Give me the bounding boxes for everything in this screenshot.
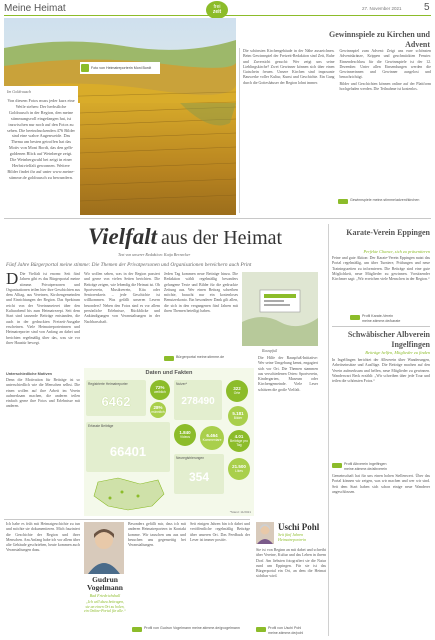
profile-icon <box>132 627 142 632</box>
drop-cap: D <box>6 269 19 288</box>
gudrun-role: Bad Friedrichshall <box>89 593 121 598</box>
albverein-text: In Ingelfingen berichtet der Albverein über Wanderungen, Arbeitseinsätze und Ausflüge. Die Beiträge machen auf den Verein aufmerksam und helfen, neue Mitglieder zu gewinnen. Wanderwart Beck erzählt: „Wir schreiben über jede Tour und teilen die schönsten Fotos.“ <box>332 358 430 384</box>
gudrun-name: Gudrun Vogelmann <box>87 575 123 592</box>
profile-icon <box>164 356 174 361</box>
gewinnspiele-title: Gewinnspiele zu Kirchen und Advent <box>329 30 430 49</box>
circle-maennlich: 28% männlich <box>150 402 166 418</box>
albverein-subtitle: Beiträge helfen, Mitglieder zu finden <box>365 350 430 355</box>
gewinnspiele-profil-link[interactable]: Gewinnspiele meine.stimme/advent/kirchen <box>338 198 430 204</box>
circle-kommentare: 6.464 Kommentare <box>200 426 224 450</box>
rauspfuss-caption: Rauspfuß <box>262 348 278 353</box>
circle-weiblich: 72% weiblich <box>150 380 170 400</box>
circle-bilder: 5.181 Bilder <box>228 406 248 426</box>
card-neuregistrierungen: Neuregistrierungen 354 <box>174 454 224 494</box>
rauspfuss-text: Die Hilfe der Rauspfuß-Initiative: Wer seine Umgebung kennt, engagiert sich vor Ort. Die Themen stammen aus verschiedenen Orten: Sportverein, Kindergarten, Museum oder Kirchengemeinde. Viele Leser schätzen die große Vielfalt. <box>258 356 318 392</box>
card-beitraege: Erfasste Beiträge 66401 <box>86 422 170 472</box>
motiven-heading: Unterschiedliche Motiven <box>6 372 52 376</box>
motiven-text: Denn die Motivation für Beiträge ist so unterschiedlich wie die Menschen selbst. Die einen wollen auf ihre Arbeit im Verein aufmerksam machen, die anderen teilen einfach gerne ihre Fotos und Erlebnisse mit anderen. <box>6 378 80 409</box>
vielfalt-col1: D Die Vielfalt ist enorm: Seit fünf Jahren gibt es das Bürgerportal meine stimme. Privatpersonen und Organisationen teilen hier ihre Geschichten aus dem Alltag, aus Vereinen, Kirchengemeinden und Einrichtungen der Region. Das Spektrum reicht von der Vereinsmeierei über den Kulturabend bis zum Heimatrezept. Seit dem Start sind tausende Beiträge entstanden, die auch in der gedruckten Freizeit-Ausgabe erscheinen. Viele Heimatreporterinnen und Heimatreporter sind von Anfang an dabei und berichten regelmäßig über das, was sie vor ihrer Haustür bewegt. <box>6 269 80 345</box>
uschi-portrait <box>256 522 274 544</box>
logo-bottom-text: zeit <box>212 9 222 15</box>
freizeit-logo <box>206 1 228 19</box>
goldrausch-photo-lower <box>80 103 236 215</box>
albverein-text2: Gemeinschaft hat für uns einen hohen Stellenwert. Über das Portal können wir zeigen, was wir machen und wer wir sind. Seit dem Start haben sich schon einige neue Wanderer angeschlossen. <box>332 474 430 494</box>
profile-icon <box>256 627 266 632</box>
vielfalt-col2: Wir wollen sehen, was in der Region passiert und gerne von vielen Seiten berichten. Die Beiträge zeigen, wie lebendig die Heimat ist. Ob Sportverein, Musikverein, Kita oder Seniorenkreis – jede Geschichte ist willkommen. Was gefällt unseren Lesern besonders? Neben den Fotos sind es vor allem persönliche Erlebnisse, Rückblicke und Ankündigungen von Veranstaltungen in der Nachbarschaft. <box>84 272 160 324</box>
card-nutzer: Nutzer* 278490 <box>174 380 222 420</box>
profile-icon <box>332 463 342 468</box>
heimatreporter-image <box>242 272 318 346</box>
karate-title: Karate-Verein Eppingen <box>346 228 430 237</box>
circle-beitraege-pro-tag: 4.01 Beiträge pro Tag <box>228 430 250 452</box>
infographic-footnote: *Stand: 11/2021 <box>229 510 251 514</box>
gewinnspiele-text: Die schönsten Kirchengebäude in der Nähe auszeichnen. Beim Gewinnspiel der Freizeit-Redaktion sind Zeit, Ruhe und Zuversicht gesucht: Wer zeigt uns seine Lieblingskirche? Zwei Gewinner können sich über einen Gutschein freuen. Unsere Kirchen sind imposante Bauwerke voller Kultur, Kunst und Geschichte. Ein Gang durch die Gotteshäuser der Region lohnt immer. Gewinnspiel zum Advent: Zeigt uns eure schönsten Adventskränze, Krippen und geschmückten Fenster. Einsendeschluss für die Gewinnspiele ist der 12. Dezember. Unter allen Einsendungen werden die Gewinnerinnen und Gewinner ausgelost und benachrichtigt. Bilder und Geschichten können online auf der Plattform hochgeladen werden. Die Teilnahme ist kostenlos. <box>243 49 431 92</box>
gudrun-portrait <box>84 522 124 574</box>
infographic <box>84 368 254 516</box>
photo-caption: Foto von Heimatreporterin Moni Bordt <box>80 62 160 74</box>
karate-text: Feine und gute Aktion: Der Karate-Verein Eppingen nutzt das Portal regelmäßig, um über Turniere, Prüfungen und neue Trainingszeiten zu informieren. Die Beiträge sind eine gute Möglichkeit, neue Mitglieder zu gewinnen. Vorsitzender Kirchmer sagt: „Wir erreichen viele Menschen in der Region.“ <box>332 256 430 282</box>
bottom-col2: Besonders gefällt mir, dass ich mit anderen Heimatreportern in Kontakt komme. Wir tauschen uns aus und besuchen uns gegenseitig bei Veranstaltungen. <box>128 522 186 548</box>
map-graphic <box>88 476 168 512</box>
uschi-profil-link[interactable]: Profil von Uschi Pohl meine.stimme.de/pohl <box>256 626 326 635</box>
goldrausch-text: Von diesem Fotos muss jeder kurz eine Weile stehen: Der herbstliche Goldrausch in der Region, den meine stimmungsvoll eingefangen hat, ist inzwischen nur noch auf den Fotos zu sehen. Die beeindruckenden 476 Bilder sind eine wahre Augenweide. Das Thema am besten getroffen hat das Motiv von Moni Bordt, das den gelb-goldenen Blick auf Weinberge zeigt. Die Weinbergwahl bei zeigt in einer Herbstvielfalt gewonnen. Weitere Bilder findet ihr auf unter www.meine-stimme.de goldrausch zu bewundern. <box>7 98 75 180</box>
logo-top-text: frei <box>213 3 221 10</box>
bottom-col3: Seit einigen Jahren bin ich dabei und veröffentliche regelmäßig Beiträge über unseren Ort. Das Feedback der Leser ist immer positiv. <box>190 522 250 542</box>
circle-likes: 21.500 Likes <box>228 458 250 480</box>
uschi-name: Uschi Pohl <box>278 522 320 532</box>
goldrausch-text-box <box>4 86 78 214</box>
albverein-profil-link[interactable]: Profil Albverein Ingelfingen meine.stimme.de/albverein <box>332 462 430 471</box>
goldrausch-kicker: Im Goldrausch <box>7 89 32 94</box>
uschi-text: Sie ist von Beginn an mit dabei und schreibt über Vereine, Kultur und das Leben in ihrem Dorf. Am liebsten fotografiert sie die Natur rund um Eppingen. Für sie ist das Bürgerportal ein Ort, an dem die Heimat sichtbar wird. <box>256 548 326 579</box>
vielfalt-headline: Vielfalt aus der Heimat <box>88 224 283 249</box>
profile-icon <box>350 315 360 320</box>
vielfalt-dek: Fünf Jahre Bürgerportal meine stimme: Die Themen der Privatpersonen und Organisationen bereichern auch Print <box>6 262 252 268</box>
infographic-title: Daten und Fakten <box>145 370 193 376</box>
gudrun-profil-link[interactable]: Profil von Gudrun Vogelmann meine.stimme.de/gvogelmann <box>132 626 250 632</box>
vielfalt-profil-link[interactable]: Bürgerportal meine.stimme.de <box>164 355 238 361</box>
bottom-col1: Ich habe es früh mit Heimatgeschichte zu tun und möchte sie dokumentieren. Mich fasziniert die Geschichte der Region und ihrer Menschen. Am Anfang habe ich vor allem über alte Gebäude geschrieben, heute kommen auch Veranstaltungen dazu. <box>6 522 80 553</box>
profile-icon <box>338 199 348 204</box>
vielfalt-col3: Jeden Tag kommen neue Beiträge hinzu. Die Redaktion wählt regelmäßig besonders gelungene Texte und Bilder für die gedruckte Zeitung aus. Wer einen Beitrag schreiben möchte, braucht nur ein kostenloses Benutzerkonto. Ein besonderer Dank gilt allen, die sich in den vergangenen fünf Jahren mit ihren Themen beteiligt haben. <box>164 272 238 314</box>
section-title: Meine Heimat <box>4 3 66 14</box>
uschi-role: Seit fünf Jahren Heimatreporterin <box>278 532 307 542</box>
camera-icon <box>81 64 89 72</box>
issue-date: 27. November 2021 <box>362 6 402 11</box>
card-registrierte: Registrierte Heimatreporter 6462 <box>86 380 146 416</box>
circle-videos: 1.840 Videos <box>174 424 196 446</box>
page-number: 5 <box>424 2 430 13</box>
circle-orte: 322 Orte <box>226 380 248 402</box>
vielfalt-byline: Text von unserer Redaktion: Katja Bernecker <box>118 252 191 257</box>
gudrun-quote: „Ich will dazu beitragen, sie an einen Ort zu holen, ein Online-Portal für alle.“ <box>84 600 126 614</box>
albverein-title: Schwäbischer Albverein Ingelfingen <box>347 330 430 349</box>
karate-profil-link[interactable]: Profil Karate-Verein meine.stimme.de/karate <box>350 314 430 323</box>
karate-subtitle: Perfekte Chance, sich zu präsentieren <box>363 249 430 254</box>
